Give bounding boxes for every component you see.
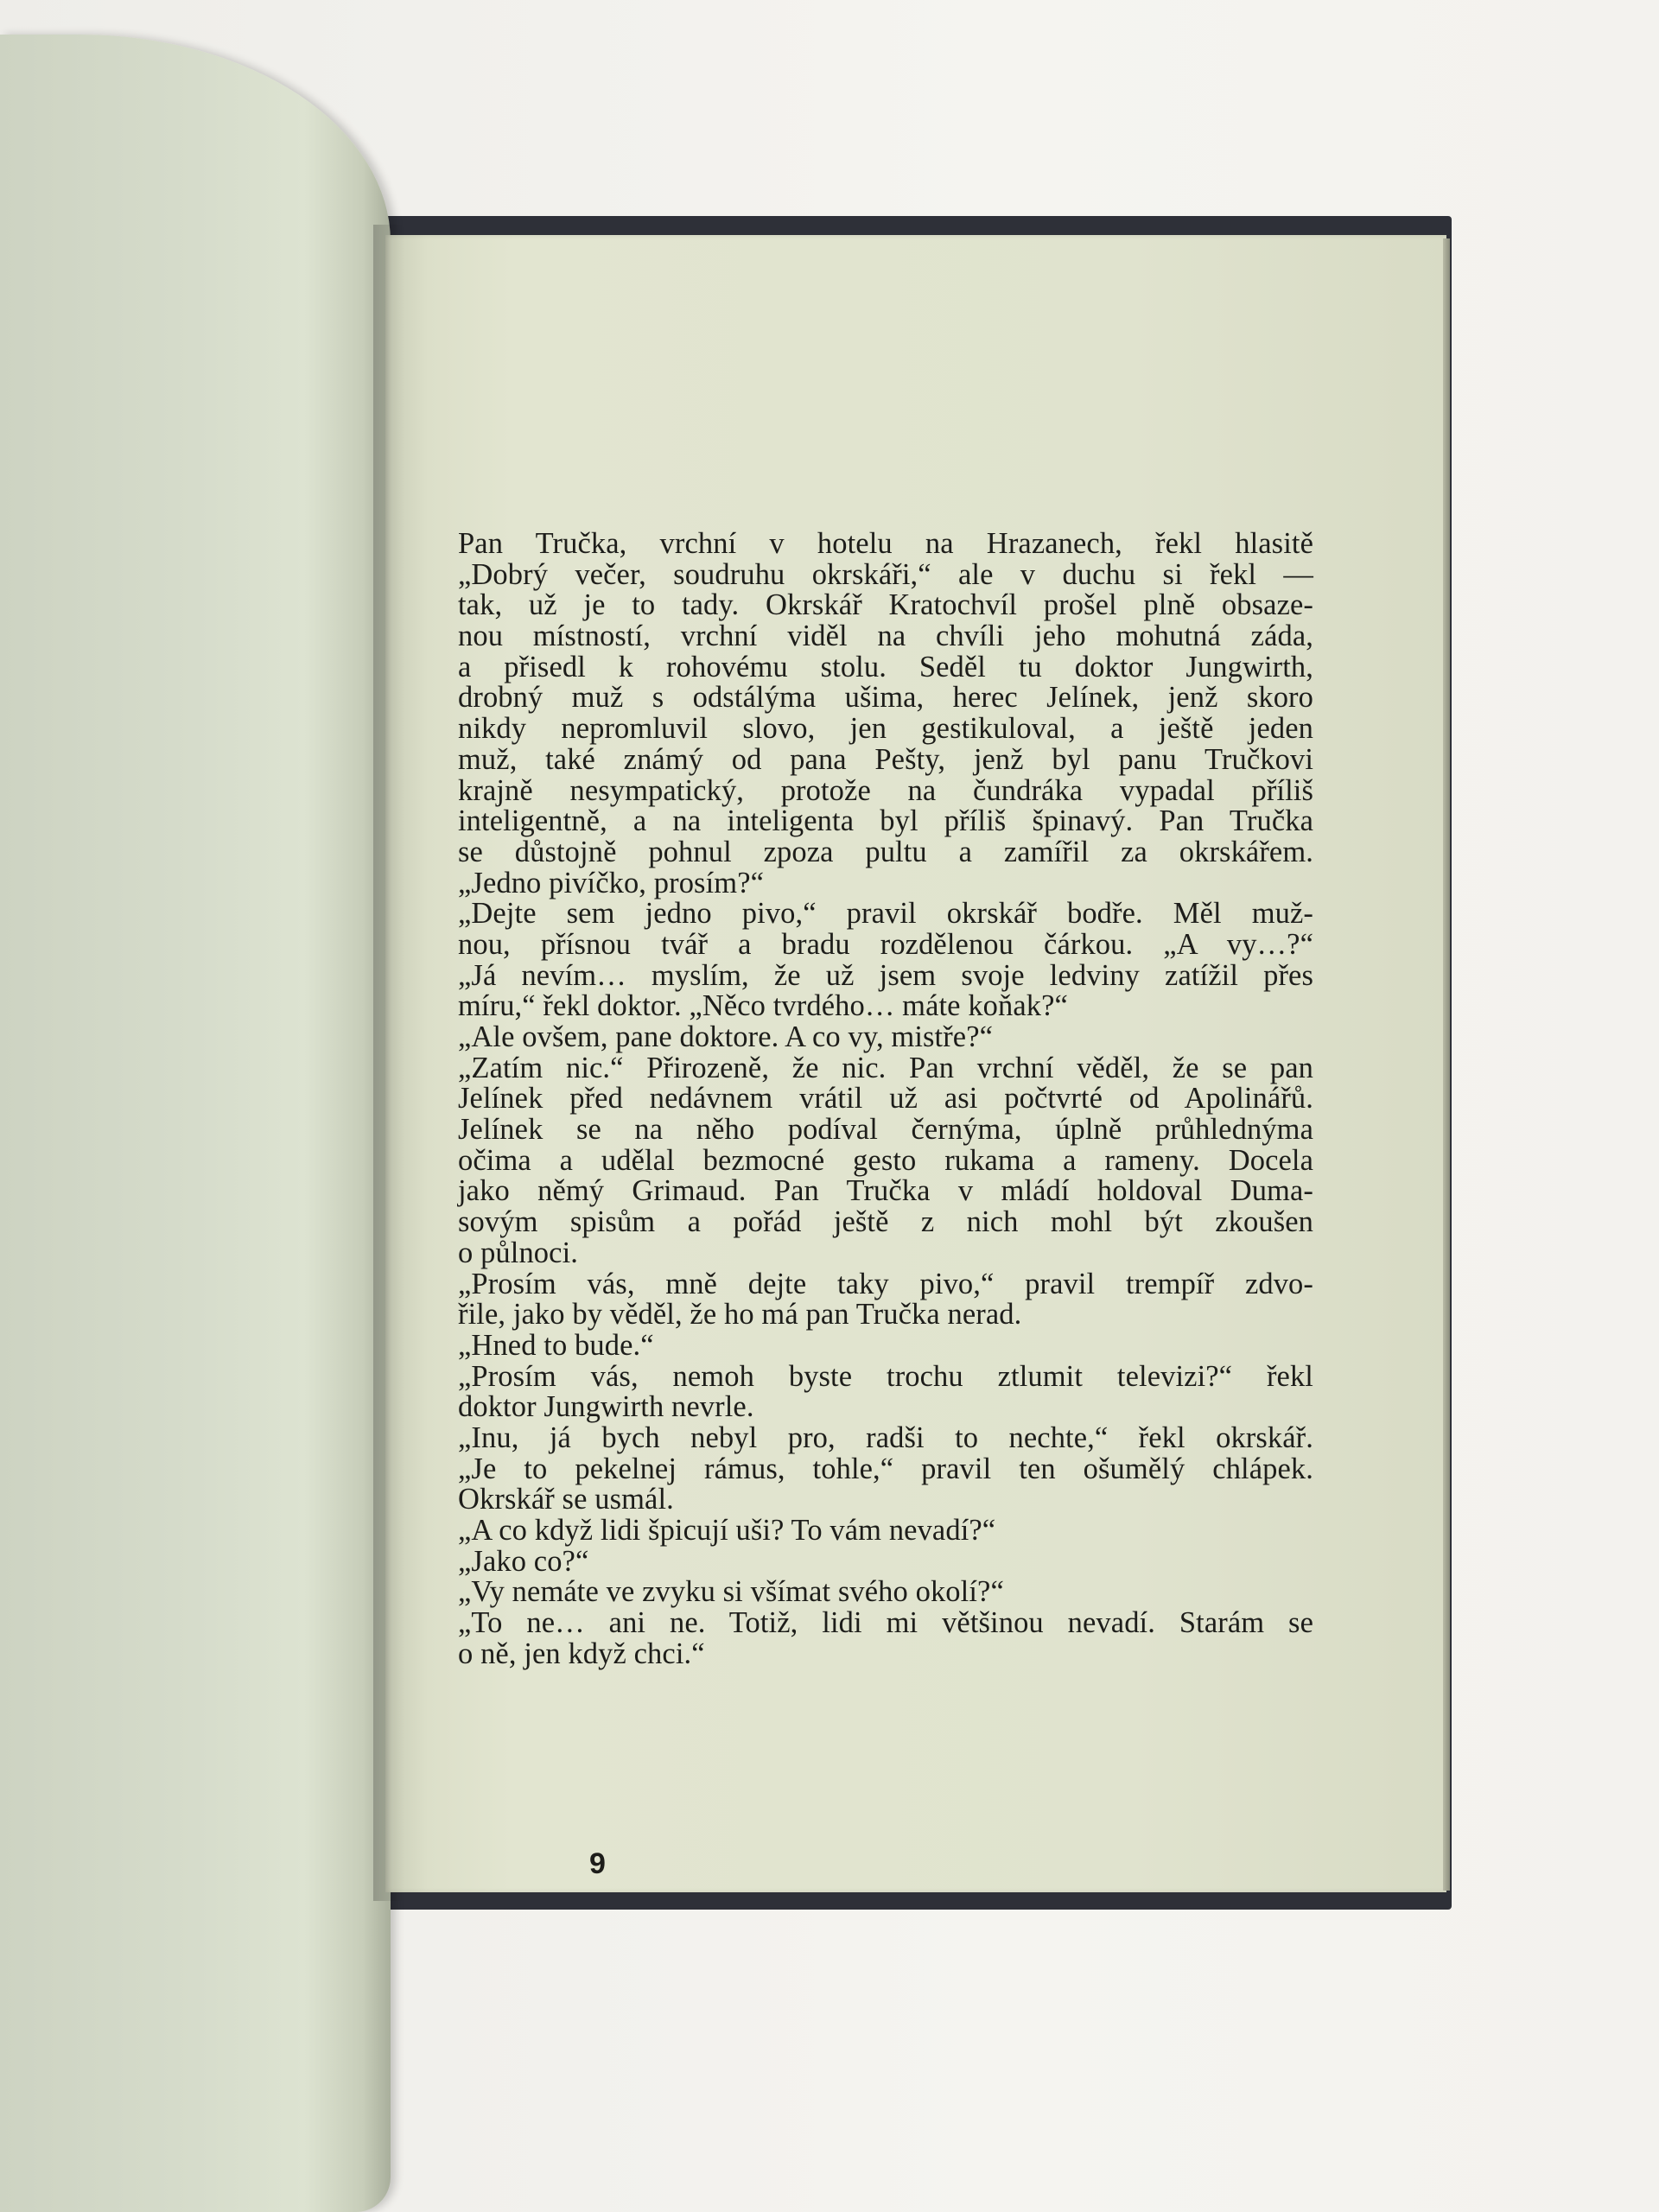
text-line: „Ale ovšem, pane doktore. A co vy, mistře?“ — [458, 1020, 994, 1053]
left-page — [0, 35, 391, 2212]
text-line: „A co když lidi špicují uši? To vám nevadí?“ — [458, 1514, 996, 1547]
text-line: a přisedl k rohovému stolu. Seděl tu doktor Jungwirth, — [458, 650, 1313, 683]
text-line: míru,“ řekl doktor. „Něco tvrdého… máte koňak?“ — [458, 989, 1068, 1023]
text-line: „Já nevím… myslím, že už jsem svoje ledviny zatížil přes — [458, 958, 1313, 992]
page-number: 9 — [589, 1847, 606, 1880]
text-line: tak, už je to tady. Okrskář Kratochvíl prošel plně obsaze- — [458, 588, 1313, 622]
text-line: sovým spisům a pořád ještě z nich mohl být zkoušen — [458, 1205, 1313, 1239]
text-line: „Prosím vás, mně dejte taky pivo,“ pravil trempíř zdvo- — [458, 1267, 1313, 1300]
text-line: nikdy nepromluvil slovo, jen gestikuloval, a ještě jeden — [458, 712, 1313, 746]
text-line: očima a udělal bezmocné gesto rukama a rameny. Docela — [458, 1143, 1313, 1177]
text-line: „Zatím nic.“ Přirozeně, že nic. Pan vrchní věděl, že se pan — [458, 1051, 1313, 1084]
text-line: „Vy nemáte ve zvyku si všímat svého okolí?“ — [458, 1575, 1004, 1609]
text-line: Pan Tručka, vrchní v hotelu na Hrazanech, řekl hlasitě — [458, 527, 1313, 560]
text-line: inteligentně, a na inteligenta byl příliš špinavý. Pan Tručka — [458, 804, 1313, 838]
page-edge — [1443, 238, 1450, 1891]
book-gutter — [373, 225, 404, 1901]
text-line: „Prosím vás, nemoh byste trochu ztlumit televizi?“ řekl — [458, 1359, 1313, 1393]
text-line: nou místností, vrchní viděl na chvíli jeho mohutná záda, — [458, 620, 1313, 653]
text-line: Jelínek se na něho podíval černýma, úplně průhlednýma — [458, 1113, 1313, 1147]
text-line: „To ne… ani ne. Totiž, lidi mi většinou nevadí. Starám se — [458, 1606, 1313, 1640]
text-line: řile, jako by věděl, že ho má pan Tručka nerad. — [458, 1298, 1022, 1332]
body-text — [458, 529, 1313, 1669]
text-line: Jelínek před nedávnem vrátil už asi počtvrté od Apolinářů. — [458, 1082, 1313, 1116]
text-line: „Hned to bude.“ — [458, 1328, 654, 1362]
text-line: nou, přísnou tvář a bradu rozdělenou čárkou. „A vy…?“ — [458, 927, 1313, 961]
text-line: se důstojně pohnul zpoza pultu a zamířil za okrskářem. — [458, 835, 1313, 868]
text-line: „Jako co?“ — [458, 1544, 589, 1578]
text-line: „Je to pekelnej rámus, tohle,“ pravil ten ošumělý chlápek. — [458, 1452, 1313, 1485]
text-line: „Inu, já bych nebyl pro, radši to nechte,“ řekl okrskář. — [458, 1421, 1313, 1454]
text-line: doktor Jungwirth nevrle. — [458, 1390, 754, 1424]
text-line: jako němý Grimaud. Pan Tručka v mládí holdoval Duma- — [458, 1174, 1313, 1208]
text-line: „Dobrý večer, soudruhu okrskáři,“ ale v duchu si řekl — — [458, 557, 1313, 591]
text-line: „Jedno pivíčko, prosím?“ — [458, 866, 765, 899]
text-line: muž, také známý od pana Pešty, jenž byl panu Tručkovi — [458, 742, 1313, 776]
text-line: Okrskář se usmál. — [458, 1483, 674, 1516]
text-line: drobný muž s odstálýma ušima, herec Jelínek, jenž skoro — [458, 681, 1313, 715]
text-line: o půlnoci. — [458, 1236, 578, 1269]
text-line: „Dejte sem jedno pivo,“ pravil okrskář bodře. Měl muž- — [458, 897, 1313, 931]
text-line: krajně nesympatický, protože na čundráka vypadal příliš — [458, 773, 1313, 807]
text-line: o ně, jen když chci.“ — [458, 1637, 705, 1670]
